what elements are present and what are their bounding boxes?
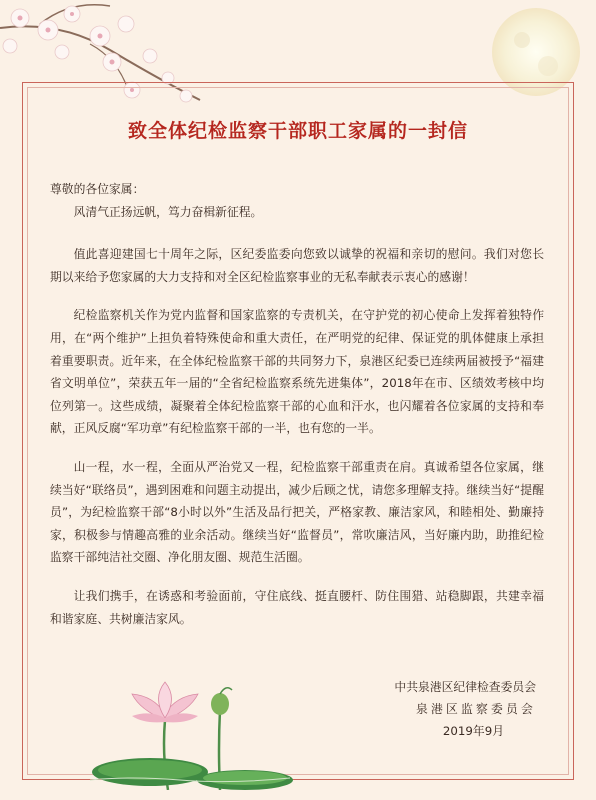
paragraph-appeal: 山一程，水一程，全面从严治党又一程，纪检监察干部重责在肩。真诚希望各位家属，继续当好“联络员”，遇到困难和问题主动提出，减少后顾之忧，请您多理解支持。继续当好“提醒员”，为纪检监察干部“8小时以外”生活及品行把关，严格家教、廉洁家风，和睦相处、勤廉持家，积极参与情趣高雅的业余活动。继续当好“监督员”，常吹廉洁风，当好廉内助，助推纪检监察干部纯洁社交圈、净化朋友圈、规范生活圈。: [50, 459, 544, 565]
lotus-flower: [132, 682, 198, 722]
lotus-pod: [211, 688, 232, 715]
paragraph-greeting: 值此喜迎建国七十周年之际，区纪委监委向您致以诚挚的祝福和亲切的慰问。我们对您长期以来给予您家属的大力支持和对全区纪检监察事业的无私奉献表示衷心的感谢！: [50, 247, 544, 284]
lotus-decoration: [70, 680, 300, 790]
paragraph-closing: 让我们携手，在诱惑和考验面前，守住底线、挺直腰杆、防住围猎、站稳脚跟，共建幸福和谐家庭、共树廉洁家风。: [50, 588, 544, 626]
lotus-leaf: [92, 758, 293, 790]
signature-date: 2019年9月: [442, 724, 504, 738]
letter-body: [50, 178, 544, 646]
motto-line: 风清气正扬远帆，笃力奋楫新征程。: [73, 204, 263, 219]
paragraph-achievements: 纪检监察机关作为党内监督和国家监察的专责机关，在守护党的初心使命上发挥着独特作用，在“两个维护”上担负着特殊使命和重大责任，在严明党的纪律、保证党的肌体健康上承担着重要职责。近年来，在全体纪检监察干部的共同努力下，泉港区纪委已连续两届被授予“福建省文明单位”，荣获五年一届的“全省纪检监察系统先进集体”，2018年在市、区绩效考核中均位列第一。这些成绩，凝聚着全体纪检监察干部的心血和汗水，也闪耀着各位家属的支持和奉献，正风反腐“军功章”有纪检监察干部的一半，也有您的一半。: [50, 308, 544, 436]
signature-org-party-committee: 中共泉港区纪律检查委员会: [394, 680, 536, 694]
letter-title: 致全体纪检监察干部职工家属的一封信: [127, 120, 468, 142]
salutation: 尊敬的各位家属：: [50, 182, 145, 196]
signature-org-supervision: 泉港区监察委员会: [416, 702, 536, 716]
signature-block: [394, 676, 536, 742]
